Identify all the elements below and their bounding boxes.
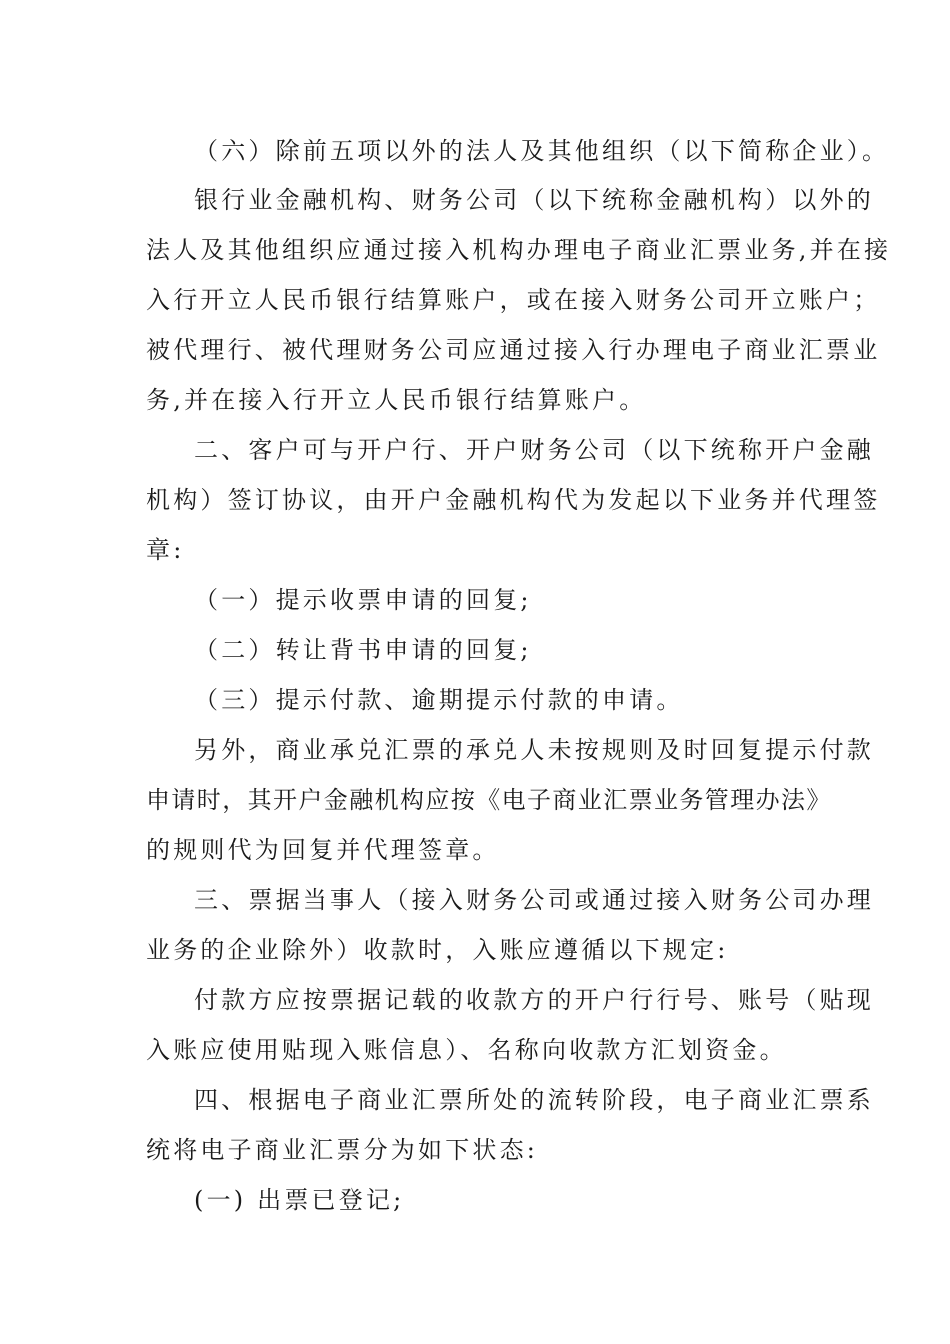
text-line: 付款方应按票据记载的收款方的开户行行号、账号（贴现 [194,986,874,1014]
text-line: 入账应使用贴现入账信息）、名称向收款方汇划资金。 [146,1036,787,1064]
text-line: 业务的企业除外）收款时，入账应遵循以下规定: [146,936,729,964]
text-line: 二、客户可与开户行、开户财务公司（以下统称开户金融 [194,436,874,464]
text-line: （六）除前五项以外的法人及其他组织（以下简称企业）。 [194,137,890,165]
text-line: 的规则代为回复并代理签章。 [146,836,500,864]
text-line: 机构）签订协议，由开户金融机构代为发起以下业务并代理签 [146,486,881,514]
text-line: 另外，商业承兑汇票的承兑人未按规则及时回复提示付款 [194,736,874,764]
text-line: 申请时，其开户金融机构应按《电子商业汇票业务管理办法》 [146,786,832,814]
text-line: 三、票据当事人（接入财务公司或通过接入财务公司办理 [194,886,874,914]
text-line: 入行开立人民币银行结算账户，或在接入财务公司开立账户； [146,286,881,314]
text-line: 法人及其他组织应通过接入机构办理电子商业汇票业务,并在接 [146,236,892,264]
text-line: 被代理行、被代理财务公司应通过接入行办理电子商业汇票业 [146,336,881,364]
text-line: （三）提示付款、逾期提示付款的申请。 [194,686,684,714]
text-line: 银行业金融机构、财务公司（以下统称金融机构）以外的 [194,186,874,214]
text-line: 章: [146,536,185,564]
text-line: 统将电子商业汇票分为如下状态: [146,1136,539,1164]
text-line: （二）转让背书申请的回复; [194,636,532,664]
text-line: 四、根据电子商业汇票所处的流转阶段，电子商业汇票系 [194,1086,874,1114]
text-line: (一) 出票已登记; [194,1186,405,1214]
text-line: 务,并在接入行开立人民币银行结算账户。 [146,386,647,414]
text-line: （一）提示收票申请的回复; [194,586,532,614]
